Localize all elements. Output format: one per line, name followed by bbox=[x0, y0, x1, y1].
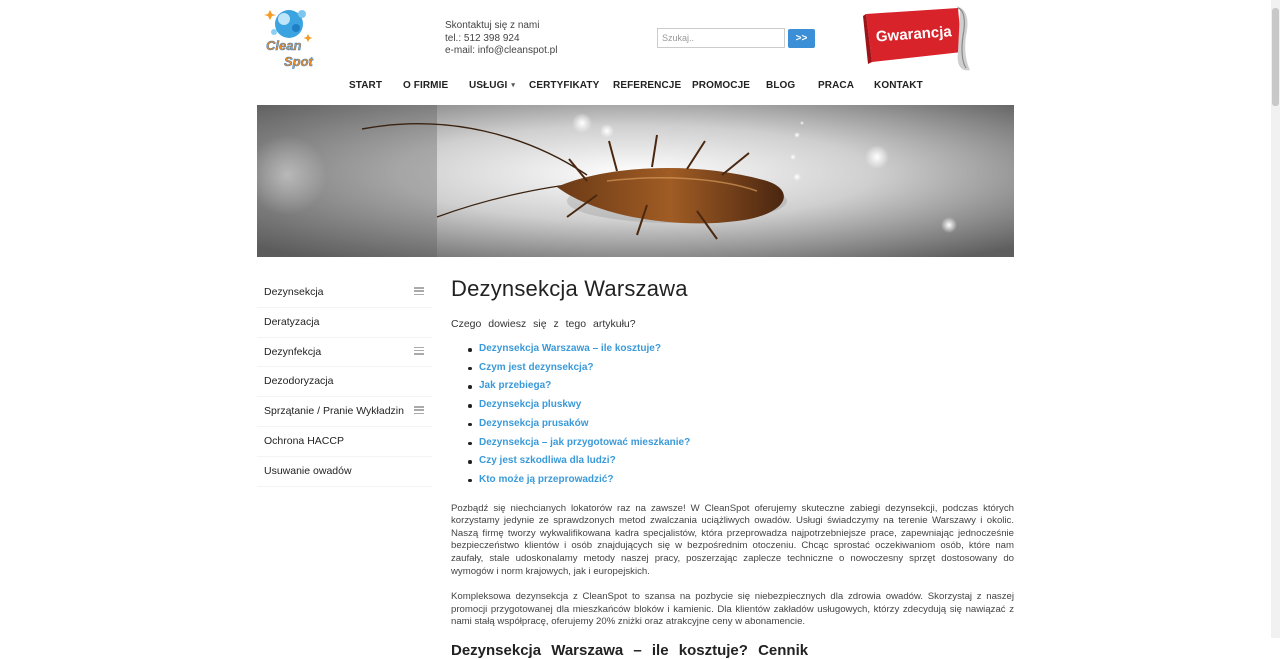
section-heading: Dezynsekcja Warszawa – ile kosztuje? Cennik bbox=[451, 641, 809, 659]
nav-item-kontakt[interactable] bbox=[874, 80, 923, 91]
submenu-toggle-icon[interactable] bbox=[414, 287, 424, 295]
nav-item-label: START bbox=[349, 80, 383, 91]
submenu-toggle-icon[interactable] bbox=[414, 347, 424, 355]
contact-info bbox=[445, 20, 557, 58]
sidebar-item-label: Deratyzacja bbox=[264, 315, 320, 328]
submenu-toggle-icon[interactable] bbox=[414, 406, 424, 414]
nav-item-promocje[interactable] bbox=[692, 80, 750, 91]
toc-link[interactable]: Jak przebiega? bbox=[468, 377, 1014, 396]
sidebar-item-sprzatanie[interactable] bbox=[257, 397, 432, 427]
page-scrollbar[interactable] bbox=[1271, 0, 1280, 638]
sidebar-item-label: Usuwanie owadów bbox=[264, 464, 352, 477]
nav-item-label: O FIRMIE bbox=[403, 80, 449, 91]
nav-item-label: PROMOCJE bbox=[692, 80, 751, 91]
nav-item-label: PRACA bbox=[818, 80, 855, 91]
toc-link[interactable]: Czym jest dezynsekcja? bbox=[468, 359, 1014, 378]
nav-item-certyfikaty[interactable] bbox=[529, 80, 599, 91]
nav-item-label: KONTAKT bbox=[874, 80, 923, 91]
svg-text:Gwarancja: Gwarancja bbox=[875, 23, 953, 46]
scrollbar-thumb[interactable] bbox=[1272, 8, 1279, 106]
nav-item-referencje[interactable] bbox=[613, 80, 681, 91]
sidebar-item-dezynfekcja[interactable] bbox=[257, 338, 432, 368]
nav-item-label: USŁUGI bbox=[469, 80, 508, 91]
svg-text:Clean: Clean bbox=[266, 38, 302, 53]
article-paragraph: Kompleksowa dezynsekcja z CleanSpot to szansa na pozbycie się niebezpiecznych dla zdrowia owadów. Skorzystaj z naszej promocji przygotowanej dla mieszkańców bloków i kamienic. Dla klientów zakładów usługowych, którzy zdecydują się nawiązać z nami stałą współpracę, oferujemy 20% zniżki oraz atrakcyjne ceny w abonamencie. bbox=[451, 591, 1014, 628]
contact-phone[interactable]: tel.: 512 398 924 bbox=[445, 32, 520, 44]
toc-intro: Czego dowiesz się z tego artykułu? bbox=[451, 318, 636, 330]
toc-link[interactable]: Dezynsekcja prusaków bbox=[468, 415, 1014, 434]
sidebar-item-label: Dezynfekcja bbox=[264, 345, 322, 358]
services-sidebar bbox=[257, 278, 432, 487]
guarantee-badge[interactable] bbox=[862, 6, 972, 72]
page-title: Dezynsekcja Warszawa bbox=[451, 276, 688, 301]
toc-link[interactable]: Dezynsekcja Warszawa – ile kosztuje? bbox=[468, 340, 1014, 359]
nav-item-o-firmie[interactable] bbox=[403, 80, 448, 91]
cleanspot-logo[interactable] bbox=[262, 4, 318, 70]
search-button[interactable]: >> bbox=[788, 29, 815, 48]
sidebar-item-dezynsekcja[interactable] bbox=[257, 278, 432, 308]
chevron-down-icon: ▾ bbox=[511, 82, 516, 89]
sidebar-item-label: Dezynsekcja bbox=[264, 286, 324, 298]
table-of-contents bbox=[468, 340, 1014, 490]
article-paragraph: Pozbądź się niechcianych lokatorów raz na zawsze! W CleanSpot oferujemy skuteczne zabiegi dezynsekcji, podczas których korzystamy jedynie ze sprawdzonych metod zwalczania uciążliwych owadów. Usługi świadczymy na terenie Warszawy i okolic. Naszą firmę tworzy wykwalifikowana kadra specjalistów, która przeprowadza najpotrzebniejsze prace, zapewniając jednocześnie bezpieczeństwo klientów i osób znajdujących się w bezpośrednim otoczeniu. Chcąc sprostać oczekiwaniom osób, które nam zaufały, stale udoskonalamy metody naszej pracy, poszerzając zaplecze techniczne o nowoczesny sprzęt dostosowany do wymogów i norm krajowych, jak i europejskich. bbox=[451, 502, 1014, 577]
main-content bbox=[451, 276, 1014, 659]
contact-email[interactable]: e-mail: info@cleanspot.pl bbox=[445, 45, 558, 56]
hero-banner-cockroach bbox=[257, 105, 1014, 257]
search-input[interactable] bbox=[657, 28, 785, 48]
sidebar-item-haccp[interactable] bbox=[257, 427, 432, 457]
nav-item-label: BLOG bbox=[766, 80, 796, 91]
search-placeholder: Szukaj.. bbox=[662, 33, 695, 43]
contact-heading: Skontaktuj się z nami bbox=[445, 20, 540, 31]
nav-item-label: CERTYFIKATY bbox=[529, 80, 600, 91]
nav-item-blog[interactable] bbox=[766, 80, 795, 91]
nav-item-start[interactable] bbox=[349, 80, 382, 91]
sidebar-item-label: Sprzątanie / Pranie Wykładzin bbox=[264, 405, 404, 418]
toc-link[interactable]: Dezynsekcja – jak przygotować mieszkanie? bbox=[468, 434, 1014, 453]
toc-link[interactable]: Dezynsekcja pluskwy bbox=[468, 396, 1014, 415]
sidebar-item-deratyzacja[interactable] bbox=[257, 308, 432, 338]
sidebar-item-label: Ochrona HACCP bbox=[264, 434, 344, 447]
nav-item-label: REFERENCJE bbox=[613, 80, 682, 91]
main-navigation bbox=[0, 80, 1272, 94]
sidebar-item-label: Dezodoryzacja bbox=[264, 375, 334, 388]
svg-text:Spot: Spot bbox=[284, 54, 313, 69]
sidebar-item-dezodoryzacja[interactable] bbox=[257, 367, 432, 397]
sidebar-item-usuwanie-owadow[interactable] bbox=[257, 457, 432, 487]
toc-link[interactable]: Kto może ją przeprowadzić? bbox=[468, 471, 1014, 490]
nav-item-uslugi[interactable] bbox=[469, 80, 515, 91]
toc-link[interactable]: Czy jest szkodliwa dla ludzi? bbox=[468, 452, 1014, 471]
nav-item-praca[interactable] bbox=[818, 80, 854, 91]
